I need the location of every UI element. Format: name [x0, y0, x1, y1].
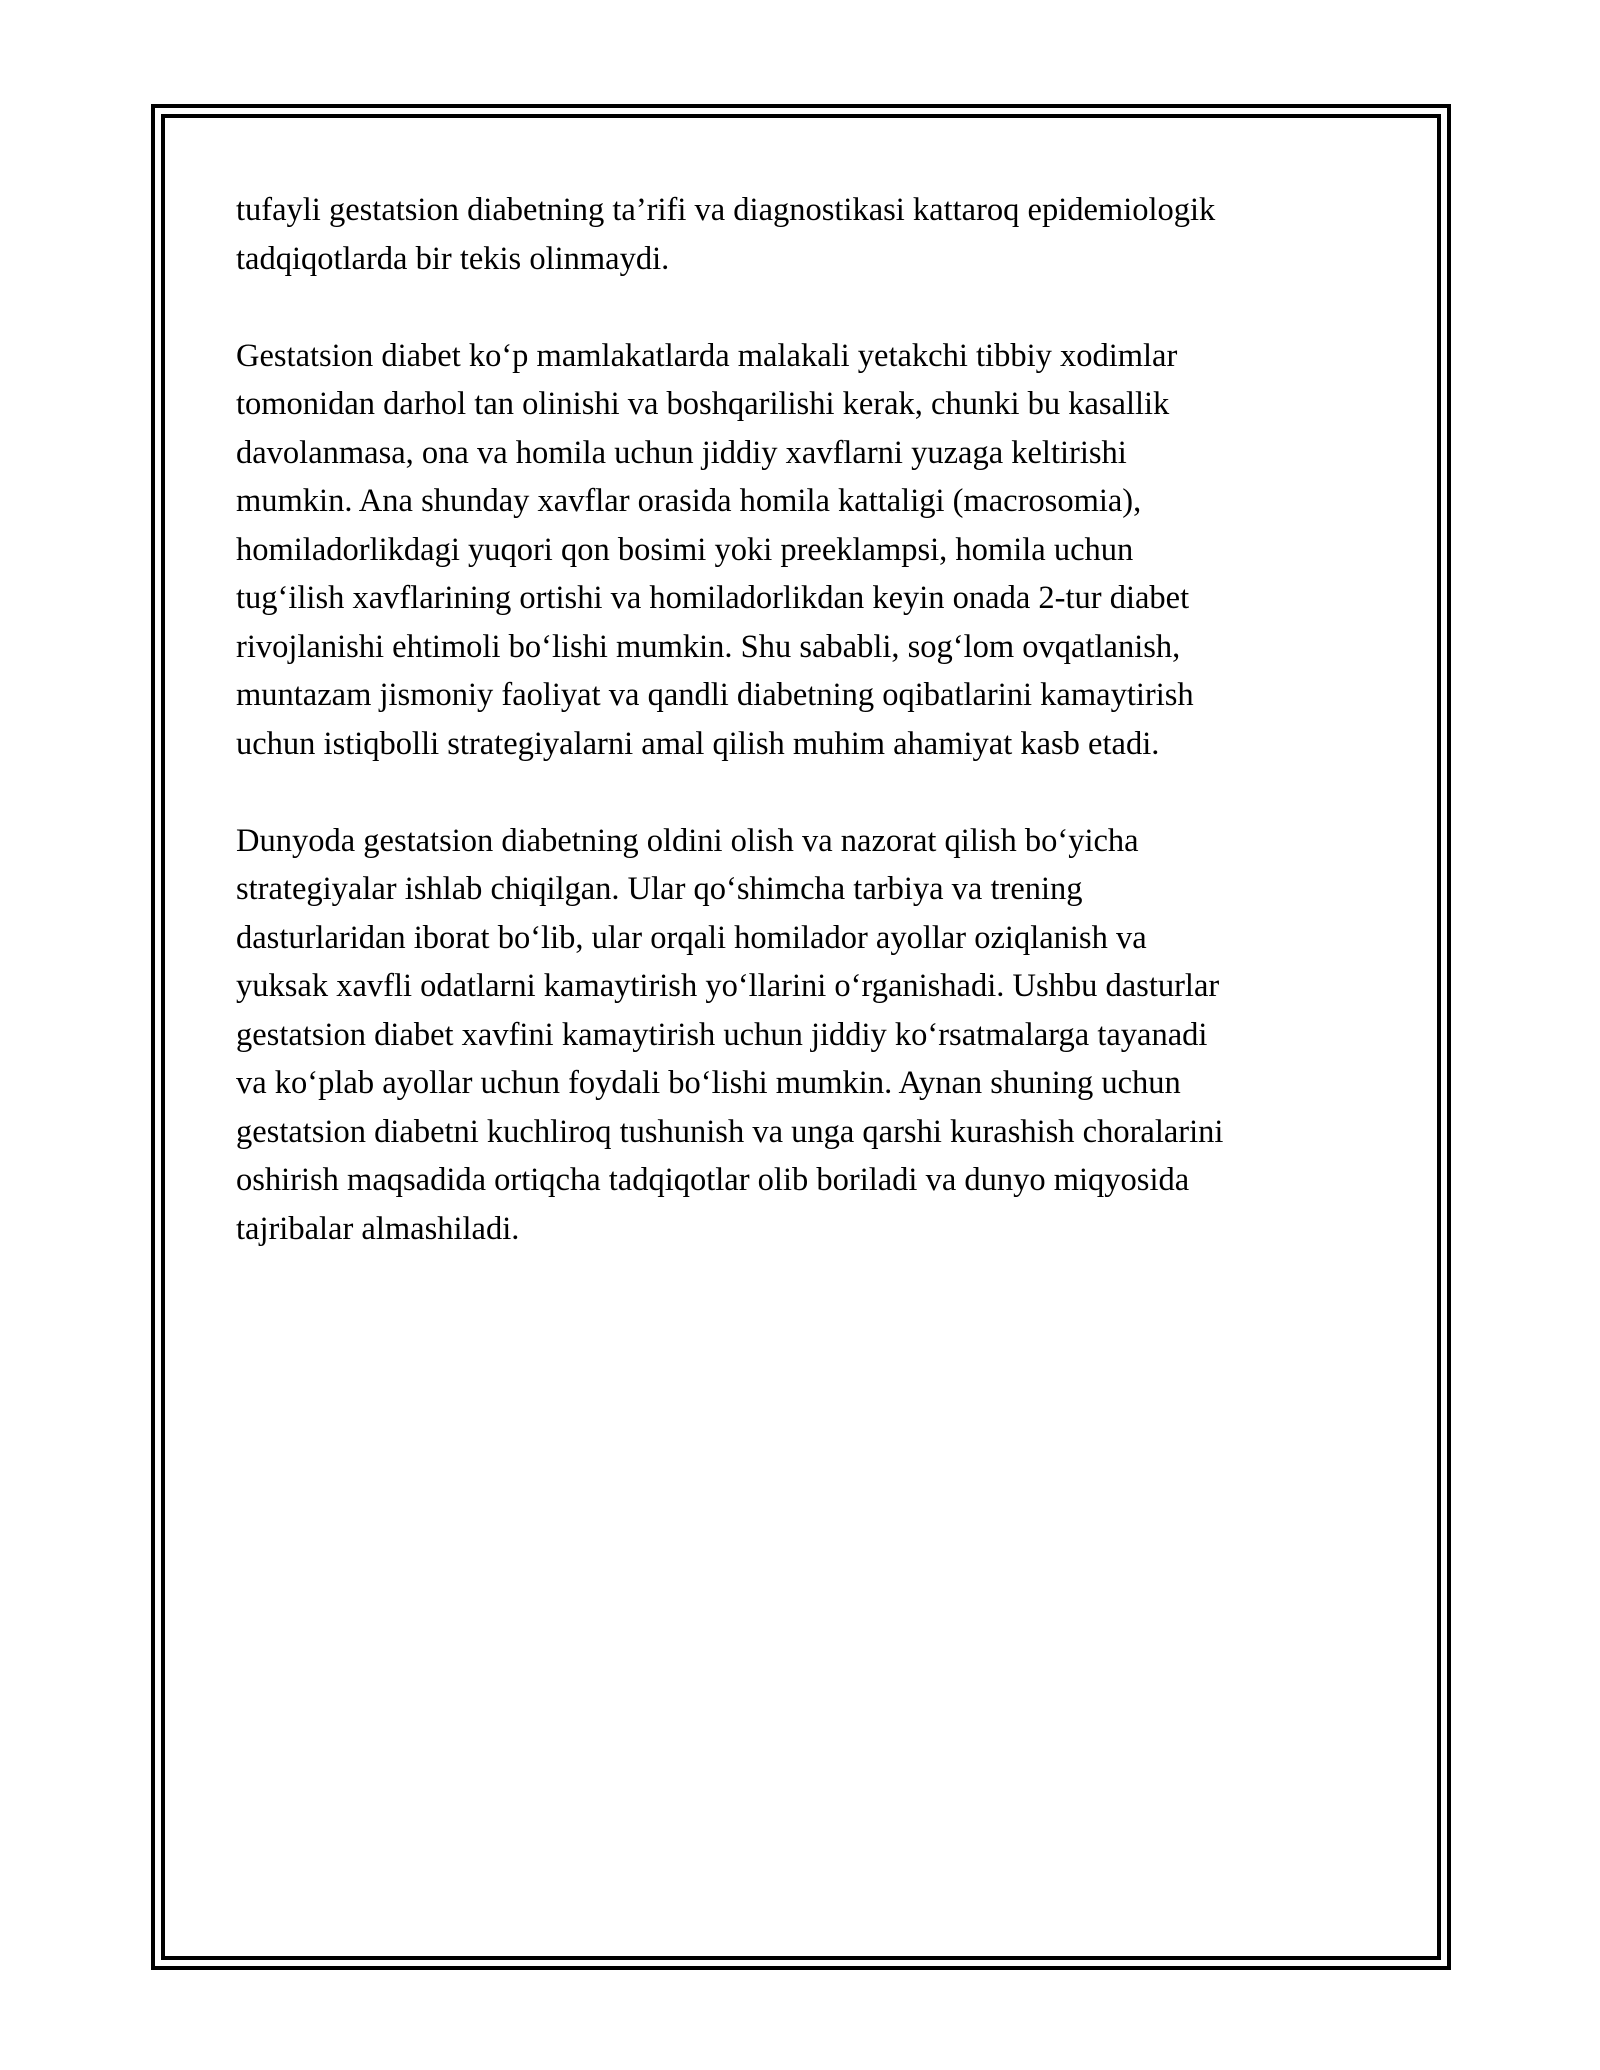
text-line: davolanmasa, ona va homila uchun jiddiy xavflarni yuzaga keltirishi [236, 434, 1127, 471]
text-line: gestatsion diabetni kuchliroq tushunish va unga qarshi kurashish choralarini [236, 1113, 1224, 1150]
text-line: tug‘ilish xavflarining ortishi va homiladorlikdan keyin onada 2-tur diabet [236, 580, 1190, 616]
text-line: strategiyalar ishlab chiqilgan. Ular qo‘shimcha tarbiya va trening [236, 871, 1083, 907]
text-line: yuksak xavfli odatlarni kamaytirish yo‘llarini o‘rganishadi. Ushbu dasturlar [236, 968, 1220, 1004]
text-line: tadqiqotlarda bir tekis olinmaydi. [236, 240, 670, 277]
text-line: va ko‘plab ayollar uchun foydali bo‘lishi mumkin. Aynan shuning uchun [236, 1065, 1181, 1101]
text-line: homiladorlikdagi yuqori qon bosimi yoki preeklampsi, homila uchun [236, 531, 1134, 568]
text-line: mumkin. Ana shunday xavflar orasida homila kattaligi (macrosomia), [236, 483, 1142, 519]
document-body [236, 186, 1366, 1302]
paragraph [236, 332, 1366, 769]
text-line: uchun istiqbolli strategiyalarni amal qilish muhim ahamiyat kasb etadi. [236, 725, 1160, 762]
text-line: tajribalar almashiladi. [236, 1210, 520, 1247]
text-line: gestatsion diabet xavfini kamaytirish uchun jiddiy ko‘rsatmalarga tayanadi [236, 1016, 1208, 1053]
text-line: dasturlaridan iborat bo‘lib, ular orqali homilador ayollar oziqlanish va [236, 919, 1147, 956]
text-line: rivojlanishi ehtimoli bo‘lishi mumkin. Shu sababli, sog‘lom ovqatlanish, [236, 628, 1181, 665]
text-line: Gestatsion diabet ko‘p mamlakatlarda malakali yetakchi tibbiy xodimlar [236, 337, 1178, 374]
paragraph [236, 817, 1366, 1254]
text-line: muntazam jismoniy faoliyat va qandli diabetning oqibatlarini kamaytirish [236, 677, 1194, 713]
text-line: Dunyoda gestatsion diabetning oldini olish va nazorat qilish bo‘yicha [236, 822, 1139, 859]
text-line: tomonidan darhol tan olinishi va boshqarilishi kerak, chunki bu kasallik [236, 386, 1170, 422]
text-line: tufayli gestatsion diabetning ta’rifi va diagnostikasi kattaroq epidemiologik [236, 192, 1216, 228]
paragraph [236, 186, 1366, 283]
text-line: oshirish maqsadida ortiqcha tadqiqotlar olib boriladi va dunyo miqyosida [236, 1162, 1190, 1198]
